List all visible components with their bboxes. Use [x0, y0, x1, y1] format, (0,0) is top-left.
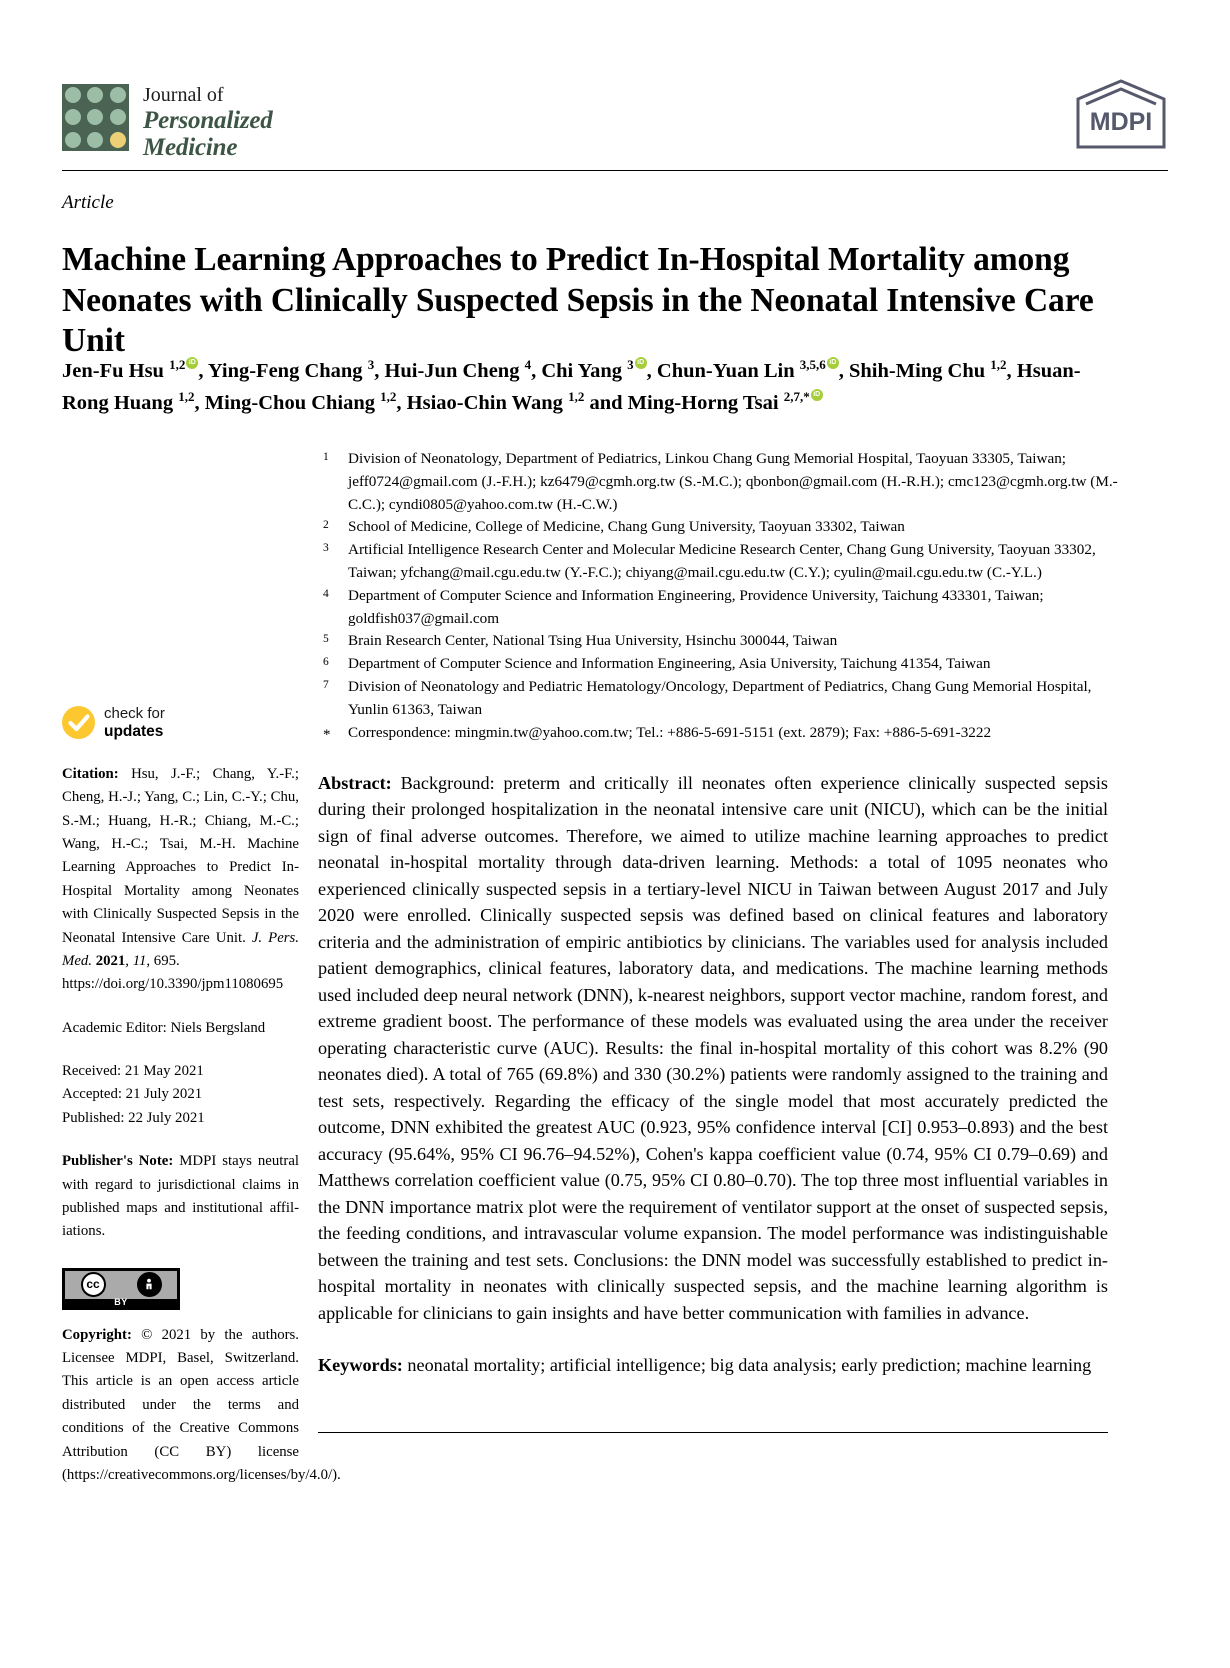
check-for-label: check for: [104, 705, 165, 722]
author-name: Hsuan-Rong Huang: [62, 359, 1081, 414]
orcid-icon[interactable]: [186, 357, 198, 369]
citation-volume: 11: [132, 952, 147, 969]
creative-commons-badge-icon[interactable]: [62, 1268, 180, 1310]
keywords-text: neonatal mortality; artificial intelligence; big data analysis; early prediction; machine learning: [402, 1355, 1092, 1375]
author-name: Chun-Yuan Lin: [656, 359, 800, 382]
affiliation-item: [318, 722, 1123, 747]
logo-dot: [65, 109, 81, 125]
affiliation-number: *: [323, 726, 331, 743]
affiliation-text: School of Medicine, College of Medicine, Chang Gung University, Taoyuan 33302, Taiwan: [348, 518, 905, 536]
publisher-note-text: MDPI stays neutral with regard to jurisdictional claims in published maps and institutional affil-iations.: [62, 1153, 299, 1240]
author-name: Hui-Jun Cheng: [384, 359, 525, 382]
author-affiliation-marker: 1,2: [169, 357, 186, 372]
citation-doi[interactable]: https://doi.org/10.3390/jpm11080695: [62, 976, 284, 993]
orcid-icon[interactable]: [827, 357, 839, 369]
orcid-icon[interactable]: [635, 357, 647, 369]
abstract-section: [318, 770, 1108, 1326]
publisher-note: [62, 1150, 299, 1244]
copyright-block: [62, 1324, 341, 1488]
affiliation-item: [318, 653, 1123, 676]
logo-dot: [87, 109, 103, 125]
author-affiliation-marker: 2,7,*: [783, 388, 810, 404]
mdpi-logo-icon: [1074, 78, 1168, 150]
affiliation-number: 7: [323, 678, 329, 691]
author-separator: ,: [1006, 359, 1017, 382]
author-affiliation-marker: 1,2: [178, 388, 195, 404]
author-affiliation-marker: 1,2: [568, 388, 585, 404]
logo-dot: [110, 87, 126, 103]
author-separator: ,: [194, 391, 205, 414]
citation-pages: , 695.: [146, 952, 180, 969]
affiliation-item: [318, 448, 1123, 516]
author-affiliation-marker: 1,2: [990, 357, 1007, 372]
affiliation-number: 6: [323, 656, 329, 669]
affiliation-number: 4: [323, 587, 329, 600]
author-name: Ming-Horng Tsai: [627, 391, 784, 414]
affiliation-text: Artificial Intelligence Research Center and Molecular Medicine Research Center, Chang Gung University, Taoyuan 33302, Taiwan; yfchang@mail.cgu.edu.tw (Y.-F.C.); chiyang@mail.cgu.edu.tw (C.Y.); cyulin@mail.cgu.edu.tw (C.-Y.L.): [348, 541, 1096, 581]
journal-logo-mark-icon: [62, 84, 129, 151]
author-name: Ying-Feng Chang: [207, 359, 368, 382]
academic-editor: Academic Editor: Niels Bergsland: [62, 1019, 266, 1036]
author-name: Hsiao-Chin Wang: [406, 391, 569, 414]
affiliation-number: 2: [323, 519, 329, 532]
affiliation-number: 1: [323, 451, 329, 463]
affiliation-list: [318, 448, 1123, 746]
logo-dot: [65, 87, 81, 103]
logo-dot: [65, 132, 81, 148]
cc-attribution-person-icon: [137, 1272, 162, 1297]
sidebar: [62, 705, 341, 1487]
check-for-updates-badge[interactable]: [62, 705, 299, 741]
keywords-label: Keywords:: [318, 1355, 403, 1375]
check-circle-icon: [62, 706, 95, 739]
footer-divider: [318, 1432, 1108, 1433]
author-separator: ,: [531, 359, 542, 382]
copyright-label: Copyright:: [62, 1326, 132, 1343]
affiliation-text: Brain Research Center, National Tsing Hua University, Hsinchu 300044, Taiwan: [348, 632, 838, 650]
article-type-label: Article: [62, 192, 114, 213]
affiliation-item: [318, 630, 1123, 653]
author-separator: ,: [198, 359, 208, 382]
cc-logo-icon: cc: [81, 1272, 106, 1297]
journal-title-line3: Medicine: [143, 133, 238, 161]
masthead: [62, 78, 1168, 170]
copyright-text: © 2021 by the authors. Licensee MDPI, Basel, Switzerland. This article is an open access article distributed under the terms and conditions of the Creative Commons Attribution (CC BY) license (https://creativecommons.org/licenses/by/4.0/).: [62, 1326, 341, 1483]
author-affiliation-marker: 3: [367, 357, 375, 372]
citation-year: 2021: [95, 952, 126, 969]
logo-dot-accent: [110, 132, 126, 148]
journal-logo: [62, 84, 273, 161]
author-separator: ,: [374, 359, 385, 382]
author-affiliation-marker: 1,2: [380, 388, 397, 404]
logo-dot: [87, 132, 103, 148]
affiliation-text: Division of Neonatology and Pediatric Hematology/Oncology, Department of Pediatrics, Chang Gung Memorial Hospital, Yunlin 61363, Taiwan: [348, 677, 1092, 718]
affiliation-item: [318, 676, 1123, 722]
affiliation-item: [318, 539, 1123, 585]
published-date: Published: 22 July 2021: [62, 1109, 205, 1126]
affiliation-text: Department of Computer Science and Information Engineering, Providence University, Taichung 433301, Taiwan; goldfish037@gmail.com: [348, 586, 1044, 627]
affiliation-item: [318, 516, 1123, 539]
check-for-updates-text: [104, 705, 165, 741]
citation-journal: J. Pers. Med.: [62, 929, 299, 969]
author-affiliation-marker: 3: [627, 357, 634, 372]
author-affiliation-marker: 4: [524, 357, 532, 372]
citation-label: Citation:: [62, 765, 119, 782]
abstract-text: Background: preterm and critically ill neonates often experience clinically suspected sepsis during their prolonged hospitalization in the neonatal intensive care unit (NICU), which can be the initial sign of final adverse outcomes. Therefore, we aimed to utilize machine learning approaches to predict neonatal in-hospital mortality through data-driven learning. Methods: a total of 1095 neonates who experienced clinically suspected sepsis in a tertiary-level NICU in Taiwan between August 2017 and July 2020 were enrolled. Clinically suspected sepsis was defined based on clinical features and laboratory criteria and the administration of empiric antibiotics by clinicians. The variables used for analysis included patient demographics, clinical features, laboratory data, and medications. The machine learning methods used included deep neural network (DNN), k-nearest neighbors, support vector machine, random forest, and extreme gradient boost. The performance of these models was evaluated using the area under the receiver operating characteristic curve (AUC). Results: the final in-hospital mortality of this cohort was 8.2% (90 neonates died). A total of 765 (69.8%) and 330 (30.2%) patients were randomly assigned to the training and test sets, respectively. Regarding the efficacy of the single model that most accurately predicted the outcome, DNN exhibited the greatest AUC (0.923, 95% confidence interval [CI] 0.953–0.893) and the best accuracy (95.64%, 95% CI 96.76–94.52%), Cohen's kappa coefficient value (0.74, 95% CI 0.79–0.69) and Matthews correlation coefficient value (0.75, 95% CI 0.80–0.70). The top three most influential variables in the DNN importance matrix plot were the requirement of ventilator support at the onset of suspected sepsis, the feeding conditions, and intravascular volume expansion. The model performance was indistinguishable between the training and test sets. Conclusions: the DNN model was successfully established to predict in-hospital mortality in neonates with clinically suspected sepsis, and the machine learning algorithm is applicable for clinicians to gain insights and have better communication with families in advance.: [318, 773, 1108, 1323]
author-separator: ,: [396, 391, 407, 414]
author-name: Jen-Fu Hsu: [62, 359, 170, 382]
accepted-date: Accepted: 21 July 2021: [62, 1086, 203, 1103]
author-name: Shih-Ming Chu: [849, 359, 991, 382]
header-divider: [62, 170, 1168, 171]
updates-label: updates: [104, 722, 164, 740]
journal-title: [143, 84, 273, 161]
affiliation-text: Division of Neonatology, Department of Pediatrics, Linkou Chang Gung Memorial Hospital, Taoyuan 33305, Taiwan; jeff0724@gmail.com (J.-F.H.); kz6479@cgmh.org.tw (S.-M.C.); qbonbon@gmail.com (H.-R.H.); cmc123@cgmh.org.tw (M.-C.C.); cyndi0805@yahoo.com.tw (H.-C.W.): [348, 450, 1118, 513]
logo-dot: [110, 109, 126, 125]
author-name: Chi Yang: [541, 359, 628, 382]
affiliation-item: [318, 585, 1123, 631]
author-separator: ,: [838, 359, 849, 382]
abstract-label: Abstract:: [318, 773, 392, 793]
keywords-section: [318, 1352, 1108, 1378]
journal-title-line2: Personalized: [143, 106, 273, 134]
journal-title-line1: Journal of: [143, 84, 224, 106]
affiliation-text: Correspondence: mingmin.tw@yahoo.com.tw; Tel.: +886-5-691-5151 (ext. 2879); Fax: +886-5-691-3222: [348, 723, 992, 741]
received-date: Received: 21 May 2021: [62, 1063, 204, 1080]
author-name: Ming-Chou Chiang: [204, 391, 381, 414]
author-affiliation-marker: 3,5,6: [799, 357, 826, 372]
affiliation-number: 3: [323, 542, 329, 555]
logo-dot: [87, 87, 103, 103]
page-title: Machine Learning Approaches to Predict In-Hospital Mortality among Neonates with Clinically Suspected Sepsis in the Neonatal Intensive Care Unit: [62, 241, 1094, 359]
author-list: [62, 355, 1127, 419]
mdpi-wordmark: MDPI: [1089, 108, 1153, 136]
affiliation-number: 5: [323, 633, 329, 646]
citation-block: Citation: Hsu, J.-F.; Chang, Y.-F.; Cheng, H.-J.; Yang, C.; Lin, C.-Y.; Chu, S.-M.; Huang, H.-R.; Chiang, M.-C.; Wang, H.-C.; Tsai, M.-H. Machine Learning Approaches to Predict In-Hospital Mortality among Neonates with Clinically Suspected Sepsis in the Neonatal Intensive Care Unit. J. Pers. Med. 2021, 11, 695. https://doi.org/10.3390/jpm11080695: [62, 763, 299, 997]
affiliation-text: Department of Computer Science and Information Engineering, Asia University, Taichung 41354, Taiwan: [348, 655, 991, 673]
author-separator: and: [584, 391, 628, 414]
author-separator: ,: [646, 359, 657, 382]
citation-text: Hsu, J.-F.; Chang, Y.-F.; Cheng, H.-J.; Yang, C.; Lin, C.-Y.; Chu, S.-M.; Huang, H.-R.; Chiang, M.-C.; Wang, H.-C.; Tsai, M.-H. Machine Learning Approaches to Predict In-Hospital Mortality among Neonates with Clinically Suspected Sepsis in the Neonatal Intensive Care Unit.: [62, 765, 299, 946]
orcid-icon[interactable]: [811, 389, 823, 401]
cc-by-label: BY: [114, 1296, 128, 1307]
publisher-note-label: Publisher's Note:: [62, 1153, 174, 1170]
